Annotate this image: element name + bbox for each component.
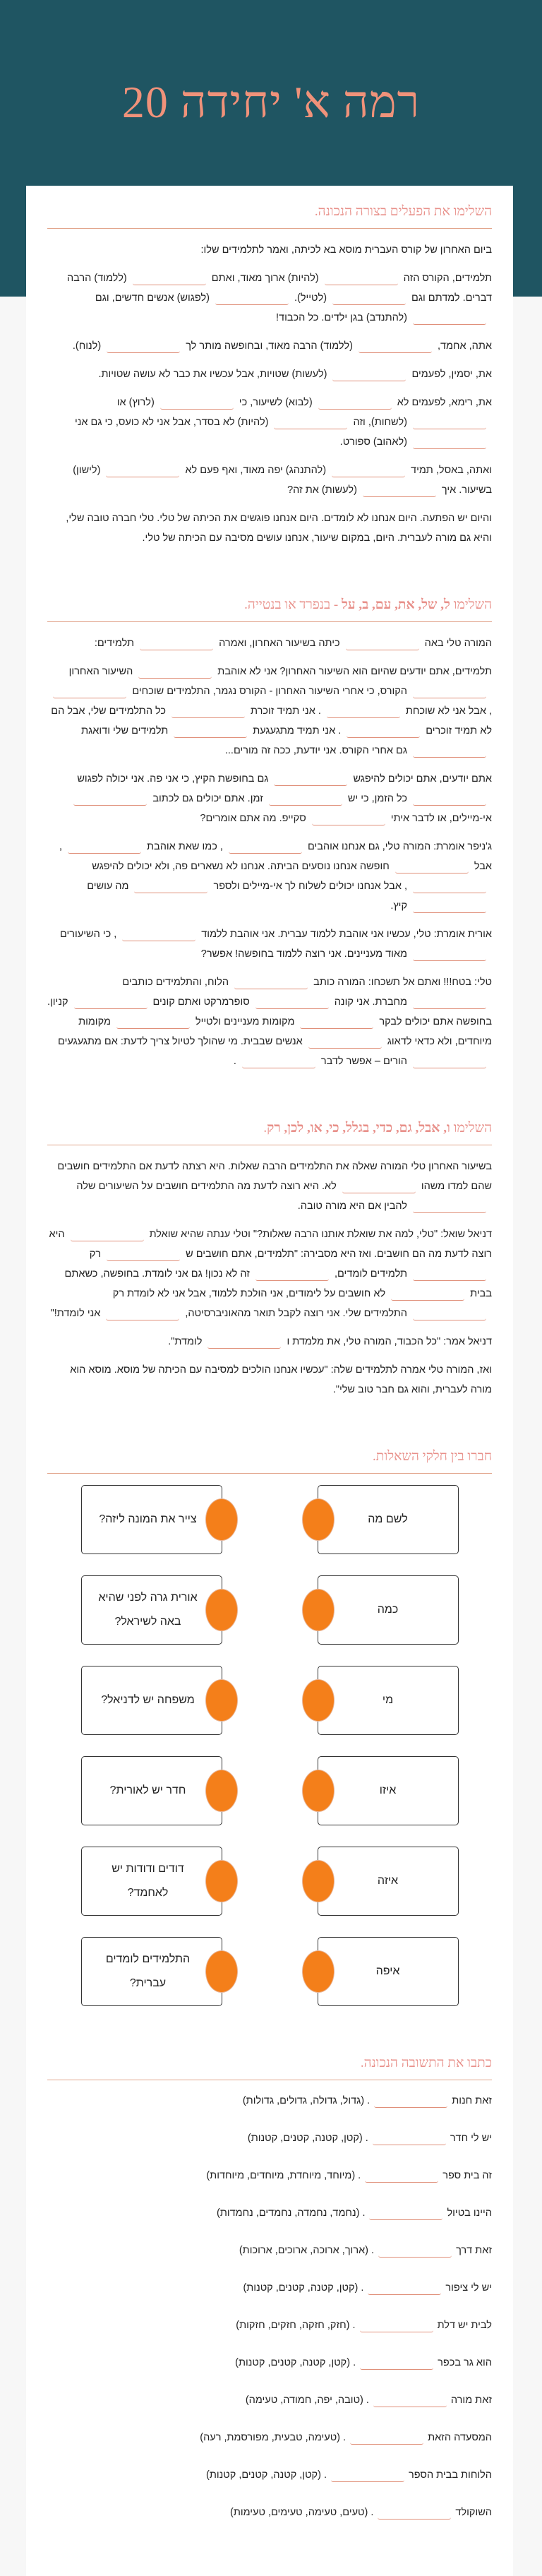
answer-blank-input[interactable] xyxy=(374,2095,447,2108)
paragraph-text: (לרוץ) או xyxy=(116,397,155,408)
fill-blank-input[interactable] xyxy=(332,465,405,477)
paragraph-text: (להיות) ארוך מאוד, ואתם xyxy=(211,273,319,284)
paragraphs xyxy=(47,633,492,1071)
paragraph-text: (לאהוב) ספורט. xyxy=(339,436,407,448)
paragraph xyxy=(47,662,492,761)
fill-blank-input[interactable] xyxy=(332,292,406,305)
paragraph-text: (להתנדב) בגן ילדים. כל הכבוד! xyxy=(276,312,407,323)
match-text: צייר את המונה ליזה? xyxy=(99,1513,197,1525)
answer-row xyxy=(47,2092,492,2110)
paragraph-text: התלמידים שלי. אני רוצה לקבל תואר מהאוניברסיטה, xyxy=(185,1308,407,1319)
fill-blank-input[interactable] xyxy=(413,1308,486,1320)
answer-row xyxy=(47,2466,492,2484)
paragraph xyxy=(47,1332,492,1352)
paragraph-text: (לעשות) שטויות, אבל עכשיו את כבר לא עושה שטויות. xyxy=(98,369,327,380)
row-options: . (חזק, חזקה, חזקים, חזקות) xyxy=(236,2320,356,2331)
match-right-item[interactable] xyxy=(81,1756,222,1825)
answer-blank-input[interactable] xyxy=(368,2282,441,2295)
paragraph-text: מחברת. אני קונה xyxy=(334,996,407,1008)
paragraph-text: קיץ. xyxy=(390,900,407,912)
fill-blank-input[interactable] xyxy=(413,1200,486,1213)
fill-blank-input[interactable] xyxy=(413,793,486,806)
paragraph-text: , אבל אנחנו יכולים לשלוח לך אי-מיילים ולספר xyxy=(213,881,407,892)
fill-blank-input[interactable] xyxy=(274,773,347,786)
fill-blank-input[interactable] xyxy=(74,996,147,1009)
answer-blank-input[interactable] xyxy=(378,2245,452,2258)
paragraph-text: כל הזמן, כי יש xyxy=(347,793,407,804)
match-left-item[interactable] xyxy=(318,1575,459,1645)
fill-blank-input[interactable] xyxy=(116,1016,190,1029)
paragraph xyxy=(47,837,492,916)
paragraph-text: אתם יודעים, אתם יכולים להיפגש xyxy=(353,773,492,785)
paragraph xyxy=(47,1157,492,1216)
fill-blank-input[interactable] xyxy=(363,484,436,497)
match-text: מי xyxy=(382,1694,394,1706)
paragraph-text: (לפגוש) אנשים חדשים, וגם xyxy=(95,292,210,304)
fill-blank-input[interactable] xyxy=(71,1229,144,1241)
fill-blank-input[interactable] xyxy=(68,841,141,854)
paragraph xyxy=(47,460,492,500)
paragraph-text: והיום יש הפתעה. היום אנחנו לא לומדים. היום אנחנו פוגשים את הכיתה של טלי. טלי חברה טובה שלי, והיא גם מורה לעברית. היום, במקום שיעור, אנחנו עושים מסיבה עם הכיתה של טלי. xyxy=(66,513,492,544)
fill-blank-input[interactable] xyxy=(269,793,342,806)
match-text: משפחה יש לדניאל? xyxy=(101,1694,195,1706)
paragraph-text: ואתה, באסל, תמיד xyxy=(411,465,492,476)
match-text: דודים ודודות יש לאחמד? xyxy=(112,1863,184,1899)
paragraph xyxy=(47,364,492,384)
match-left-item[interactable] xyxy=(318,1485,459,1554)
fill-blank-input[interactable] xyxy=(107,340,180,353)
fill-blank-input[interactable] xyxy=(107,1248,180,1261)
answer-blank-input[interactable] xyxy=(365,2170,438,2183)
fill-blank-input[interactable] xyxy=(312,813,385,825)
worksheet xyxy=(26,186,513,2576)
match-left-item[interactable] xyxy=(318,1666,459,1735)
fill-blank-input[interactable] xyxy=(160,397,234,410)
fill-blank-input[interactable] xyxy=(106,1308,179,1320)
fill-blank-input[interactable] xyxy=(332,369,406,381)
fill-blank-input[interactable] xyxy=(413,686,486,698)
paragraph-text: , כמו שאת אוהבת xyxy=(147,841,223,852)
paragraph-text: (לנוח). xyxy=(72,340,102,352)
fill-blank-input[interactable] xyxy=(171,705,245,718)
answer-row xyxy=(47,2391,492,2409)
fill-blank-input[interactable] xyxy=(207,1336,281,1349)
paragraph-text: גם בחופשת הקיץ, כי אני פה. אני יכולה לפגוש xyxy=(77,773,269,785)
fill-blank-input[interactable] xyxy=(413,1056,486,1068)
answer-blank-input[interactable] xyxy=(360,2357,433,2370)
row-prompt: היינו בטיול xyxy=(447,2207,492,2219)
answer-blank-input[interactable] xyxy=(369,2207,442,2220)
paragraph-text: הלוח, והתלמידים כותבים xyxy=(122,977,229,988)
paragraph-text: תלמידים שלי ודואגת xyxy=(81,725,169,737)
paragraph-text: כיתה בשיעור האחרון, ואמרה xyxy=(219,638,340,649)
fill-blank-input[interactable] xyxy=(138,666,212,679)
section-matching xyxy=(47,1449,492,2006)
match-text: איזו xyxy=(379,1784,397,1796)
paragraph-text: סופרמרקט ואתם קונים xyxy=(152,996,250,1008)
fill-blank-input[interactable] xyxy=(346,638,419,650)
row-options: . (מיוחד, מיוחדת, מיוחדים, מיוחדות) xyxy=(206,2170,361,2181)
paragraph-text: להבין אם היא מורה טובה. xyxy=(297,1200,407,1212)
paragraph-text: חופשה אנחנו נוסעים הביתה. אנחנו לא נשארים פה, ולא יכולים להיפגש xyxy=(92,861,390,872)
paragraph-text: הקורס, כי אחרי השיעור האחרון - הקורס נגמר, התלמידים שוכחים xyxy=(132,686,407,697)
fill-blank-input[interactable] xyxy=(413,436,486,449)
answer-blank-input[interactable] xyxy=(360,2320,433,2332)
answer-row xyxy=(47,2279,492,2297)
paragraph-text: תלמידים: xyxy=(94,638,135,649)
fill-blank-input[interactable] xyxy=(347,725,420,738)
match-text: התלמידים לומדים עברית? xyxy=(105,1953,191,1989)
paragraph xyxy=(47,240,492,260)
match-left-item[interactable] xyxy=(318,1937,459,2006)
paragraph-text: את, יסמין, לפעמים xyxy=(411,369,492,380)
answer-row xyxy=(47,2166,492,2185)
fill-blank-input[interactable] xyxy=(274,417,347,429)
paragraph xyxy=(47,268,492,328)
page-title: רמה א' יחידה 20 xyxy=(121,77,421,127)
answer-row xyxy=(47,2204,492,2222)
answer-row xyxy=(47,2428,492,2447)
row-options: . (קטן, קטנה, קטנים, קטנות) xyxy=(235,2357,356,2368)
answer-row xyxy=(47,2241,492,2260)
fill-blank-input[interactable] xyxy=(174,725,247,738)
fill-blank-input[interactable] xyxy=(106,465,179,477)
paragraph-text: דניאל שואל: "טלי, למה את שואלת אותנו הרבה שאלות?" וטלי ענתה שהיא שואלת xyxy=(149,1229,492,1240)
paragraph-text: תלמידים, הקורס הזה xyxy=(403,273,492,284)
paragraph-text: אני לומדת!" xyxy=(50,1308,101,1319)
fill-blank-input[interactable] xyxy=(342,1181,416,1193)
answer-blank-input[interactable] xyxy=(373,2133,446,2145)
match-text: חדר יש לאורית? xyxy=(109,1784,186,1796)
paragraph xyxy=(47,1360,492,1400)
paragraph xyxy=(47,972,492,1071)
connector-dot-icon[interactable] xyxy=(302,1770,335,1812)
paragraph-text: זה לא נכון! גם אני לומדת. בחופשה, כשאתם בבית xyxy=(64,1268,492,1299)
fill-blank-input[interactable] xyxy=(413,417,486,429)
fill-blank-input[interactable] xyxy=(318,397,392,410)
answer-blank-input[interactable] xyxy=(331,2469,404,2482)
section-adjectives xyxy=(47,2056,492,2522)
match-left-item[interactable] xyxy=(318,1756,459,1825)
paragraph-text: בשיעור האחרון טלי המורה שאלה את התלמידים הרבה שאלות. היא רצתה לדעת אם התלמידים חושבים שהם למדו משהו xyxy=(57,1161,492,1192)
paragraph-text: תלמידים לומדים, xyxy=(334,1268,407,1280)
answer-row xyxy=(47,2129,492,2147)
answer-row xyxy=(47,2503,492,2522)
row-options: . (ארוך, ארוכה, ארוכים, ארוכות) xyxy=(239,2245,375,2256)
section-prepositions xyxy=(47,597,492,1071)
paragraph-text: (ללמוד) הרבה מאוד, ובחופשה מותר לך xyxy=(186,340,353,352)
fill-blank-input[interactable] xyxy=(413,900,486,913)
paragraph-text: . אני תמיד מתגעגעת xyxy=(253,725,342,737)
row-options: . (קטן, קטנה, קטנים, קטנות) xyxy=(247,2133,368,2144)
match-right-item[interactable] xyxy=(81,1937,222,2006)
fill-blank-input[interactable] xyxy=(325,273,398,285)
match-right-item[interactable] xyxy=(81,1666,222,1735)
match-right-item[interactable] xyxy=(81,1575,222,1645)
section-title: השלימו את הפעלים בצורה הנכונה. xyxy=(47,204,492,229)
paragraph-text: הורים – אפשר לדבר xyxy=(320,1056,407,1067)
fill-blank-input[interactable] xyxy=(359,340,432,353)
answer-blank-input[interactable] xyxy=(373,2395,447,2407)
paragraph-text: מקומות מעניינים ולטייל xyxy=(195,1016,295,1027)
fill-blank-input[interactable] xyxy=(327,705,400,718)
paragraph xyxy=(47,393,492,452)
fill-blank-input[interactable] xyxy=(308,1036,382,1049)
match-left-item[interactable] xyxy=(318,1847,459,1916)
match-right-item[interactable] xyxy=(81,1485,222,1554)
paragraph-text: המורה טלי באה xyxy=(424,638,492,649)
fill-blank-input[interactable] xyxy=(413,1268,486,1281)
connector-dot-icon[interactable] xyxy=(302,1498,335,1541)
connector-dot-icon[interactable] xyxy=(302,1950,335,1993)
paragraph-text: (לבוא) לשיעור, כי xyxy=(239,397,313,408)
section-title: חברו בין חלקי השאלות. xyxy=(47,1449,492,1474)
fill-blank-input[interactable] xyxy=(122,929,195,941)
paragraph-text: טלי: בטח!!! ואתם אל תשכחו: המורה כותב xyxy=(313,977,492,988)
paragraph-text: אנשים שבבית. מי שהולך לטיול צריך לדעת: אם מתגעגעים xyxy=(58,1036,303,1047)
paragraph-text: . אני תמיד זוכרת xyxy=(251,705,321,717)
row-prompt: הוא גר בכפר xyxy=(438,2357,492,2368)
paragraphs xyxy=(47,1157,492,1400)
fill-blank-input[interactable] xyxy=(242,1056,315,1068)
paragraph xyxy=(47,769,492,828)
fill-blank-input[interactable] xyxy=(413,881,486,893)
section-conjunctions xyxy=(47,1121,492,1400)
row-prompt: לבית יש דלת xyxy=(437,2320,492,2331)
row-prompt: יש לי ציפור xyxy=(445,2282,492,2294)
connector-dot-icon[interactable] xyxy=(205,1589,238,1631)
fill-blank-input[interactable] xyxy=(395,861,469,873)
paragraph-text: ואז, המורה טלי אמרה לתלמידים שלה: "עכשיו אנחנו הולכים למסיבה עם הכיתה של מוסא. מוסא הוא מורה לעברית, והוא גם חבר טוב שלי". xyxy=(70,1364,492,1395)
row-prompt: זאת דרך xyxy=(456,2245,492,2256)
match-text: איפה xyxy=(375,1965,400,1977)
row-options: . (טובה, יפה, חמודה, טעימה) xyxy=(245,2395,369,2406)
matching-grid xyxy=(47,1485,492,2006)
paragraph-text: תלמידים, אתם יודעים שהיום הוא השיעור האחרון? אני לא אוהבת xyxy=(217,666,492,677)
connector-dot-icon[interactable] xyxy=(205,1498,238,1541)
paragraph-text: אורית אומרת: טלי, עכשיו אני אוהבת ללמוד עברית. אני אוהבת ללמוד xyxy=(201,929,492,940)
section-title: השלימו ל, של, את, עם, ב, על - בנפרד או בנטייה. xyxy=(47,597,492,622)
paragraph xyxy=(47,924,492,964)
paragraph-text: את, רימא, לפעמים לא xyxy=(397,397,492,408)
connector-dot-icon[interactable] xyxy=(302,1860,335,1902)
paragraph-text: אי-מיילים, או לדבר איתי xyxy=(390,813,492,824)
row-options: . (טעימה, טבעית, מפורסמת, רעה) xyxy=(200,2432,347,2443)
row-options: . (קטן, קטנה, קטנים, קטנות) xyxy=(243,2282,364,2294)
paragraph xyxy=(47,1224,492,1323)
paragraph-text: גם אחרי הקורס. אני יודעת, ככה זה מורים... xyxy=(224,745,407,756)
fill-blank-input[interactable] xyxy=(300,1016,373,1029)
paragraph-text: (להתנהג) יפה מאוד, ואף פעם לא xyxy=(185,465,327,476)
section-title: השלימו ו, אבל, גם, כדי, בגלל, כי, או, לכן, רק. xyxy=(47,1121,492,1145)
answer-blank-input[interactable] xyxy=(378,2507,451,2520)
match-text: איזה xyxy=(377,1875,399,1887)
row-prompt: זאת מורה xyxy=(450,2395,492,2406)
paragraph-text: קניון. בחופשה אתם יכולים לבקר xyxy=(47,996,492,1027)
fill-blank-input[interactable] xyxy=(413,312,486,325)
answer-row xyxy=(47,2316,492,2334)
fill-blank-input[interactable] xyxy=(255,996,329,1009)
fill-blank-input[interactable] xyxy=(391,1288,464,1301)
paragraph-text: דניאל אמר: "כל הכבוד, המורה טלי, את מלמדת ו xyxy=(287,1336,492,1347)
row-prompt: יש לי חדר xyxy=(450,2133,492,2144)
connector-dot-icon[interactable] xyxy=(205,1950,238,1993)
paragraph-text: (לישון) בשיעור. איך xyxy=(73,465,492,496)
paragraph-text: השיעור האחרון xyxy=(68,666,133,677)
paragraph-text: זמן. אתם יכולים גם לכתוב xyxy=(152,793,263,804)
paragraph-text: רק xyxy=(89,1248,102,1260)
paragraph-text: ג'ניפר אומרת: המורה טלי, גם אנחנו אוהבים xyxy=(307,841,492,852)
fill-blank-input[interactable] xyxy=(229,841,302,854)
section-title: כתבו את התשובה הנכונה. xyxy=(47,2056,492,2080)
paragraph xyxy=(47,633,492,653)
paragraph-text: , כי השיעורים xyxy=(59,929,117,940)
paragraph-text: . xyxy=(233,1056,236,1067)
connector-dot-icon[interactable] xyxy=(302,1589,335,1631)
row-prompt: המסעדה הזאת xyxy=(428,2432,492,2443)
fill-blank-input[interactable] xyxy=(413,948,486,961)
row-options: . (נחמד, נחמדה, נחמדים, נחמדות) xyxy=(217,2207,366,2219)
row-prompt: זה בית ספר xyxy=(442,2170,492,2181)
paragraph-text: , אבל xyxy=(59,841,492,872)
match-text: כמה xyxy=(377,1604,399,1616)
paragraph-text: אתה, אחמד, xyxy=(437,340,492,352)
paragraph-text: סקייפ. מה אתם אומרים? xyxy=(200,813,306,824)
match-text: לשם מה xyxy=(368,1513,408,1525)
connector-dot-icon[interactable] xyxy=(205,1679,238,1722)
fill-blank-input[interactable] xyxy=(73,793,147,806)
fill-blank-input[interactable] xyxy=(215,292,289,305)
connector-dot-icon[interactable] xyxy=(205,1770,238,1812)
paragraph-text: (לעשות) את זה? xyxy=(287,484,357,496)
paragraph xyxy=(47,508,492,548)
paragraph xyxy=(47,336,492,356)
paragraph-text: ביום האחרון של קורס העברית מוסא בא לכיתה, ואמר לתלמידים שלו: xyxy=(200,244,492,256)
fill-blank-input[interactable] xyxy=(134,881,207,893)
fill-blank-input[interactable] xyxy=(413,996,486,1009)
answer-blank-input[interactable] xyxy=(350,2432,423,2445)
paragraph-text: מאוד מעניינים. אני רוצה ללמוד בחופשה! אפשר? xyxy=(200,948,407,960)
section-verbs xyxy=(47,204,492,548)
connector-dot-icon[interactable] xyxy=(302,1679,335,1722)
row-prompt: זאת חנות xyxy=(452,2095,492,2106)
row-prompt: הלוחות בבית הספר xyxy=(408,2469,492,2481)
paragraph-text: מה עושים xyxy=(87,881,129,892)
paragraph-text: לא. היא רוצה לדעת מה התלמידים חושבים על השיעורים שלה xyxy=(76,1181,337,1192)
connector-dot-icon[interactable] xyxy=(205,1860,238,1902)
row-prompt: השוקולד xyxy=(455,2507,492,2518)
fill-blank-input[interactable] xyxy=(255,1268,329,1281)
paragraph-text: (לטייל). xyxy=(294,292,327,304)
paragraph-text: לומדת". xyxy=(168,1336,203,1347)
paragraph-text: , אבל אני לא שוכחת xyxy=(405,705,492,717)
paragraph-text: כל התלמידים שלי, אבל הם לא תמיד זוכרים xyxy=(51,705,492,737)
fill-blank-input[interactable] xyxy=(234,977,308,989)
row-options: . (טעים, טעימה, טעימים, טעימות) xyxy=(229,2507,374,2518)
row-options: . (גדול, גדולה, גדולים, גדולות) xyxy=(242,2095,371,2106)
paragraph-text: (לשחות), וזה xyxy=(353,417,407,428)
paragraph-text: היא רוצה לדעת מה הם חושבים. ואז היא מסבירה: "תלמידים, אתם חושבים ש xyxy=(49,1229,492,1260)
row-options: . (קטן, קטנה, קטנים, קטנות) xyxy=(206,2469,327,2481)
paragraph-text: (ללמוד) הרבה דברים. למדתם וגם xyxy=(66,273,492,304)
fill-blank-input[interactable] xyxy=(53,686,126,698)
fill-blank-input[interactable] xyxy=(413,745,486,758)
adjective-rows xyxy=(47,2092,492,2522)
fill-blank-input[interactable] xyxy=(140,638,213,650)
paragraph-text: מקומות מיוחדים, ולא כדאי לדאוג xyxy=(78,1016,492,1047)
paragraphs xyxy=(47,240,492,548)
match-text: אורית גרה לפני שהיא באה לשיראל? xyxy=(98,1592,198,1628)
match-right-item[interactable] xyxy=(81,1847,222,1916)
answer-row xyxy=(47,2354,492,2372)
paragraph-text: (להיות) לא בסדר, אבל אני לא כועס, כי גם אני xyxy=(74,417,269,428)
paragraph-text: לא חושבים על לימודים, אני הולכת ללמוד, אבל אני לא לומדת רק xyxy=(112,1288,386,1299)
fill-blank-input[interactable] xyxy=(133,273,206,285)
